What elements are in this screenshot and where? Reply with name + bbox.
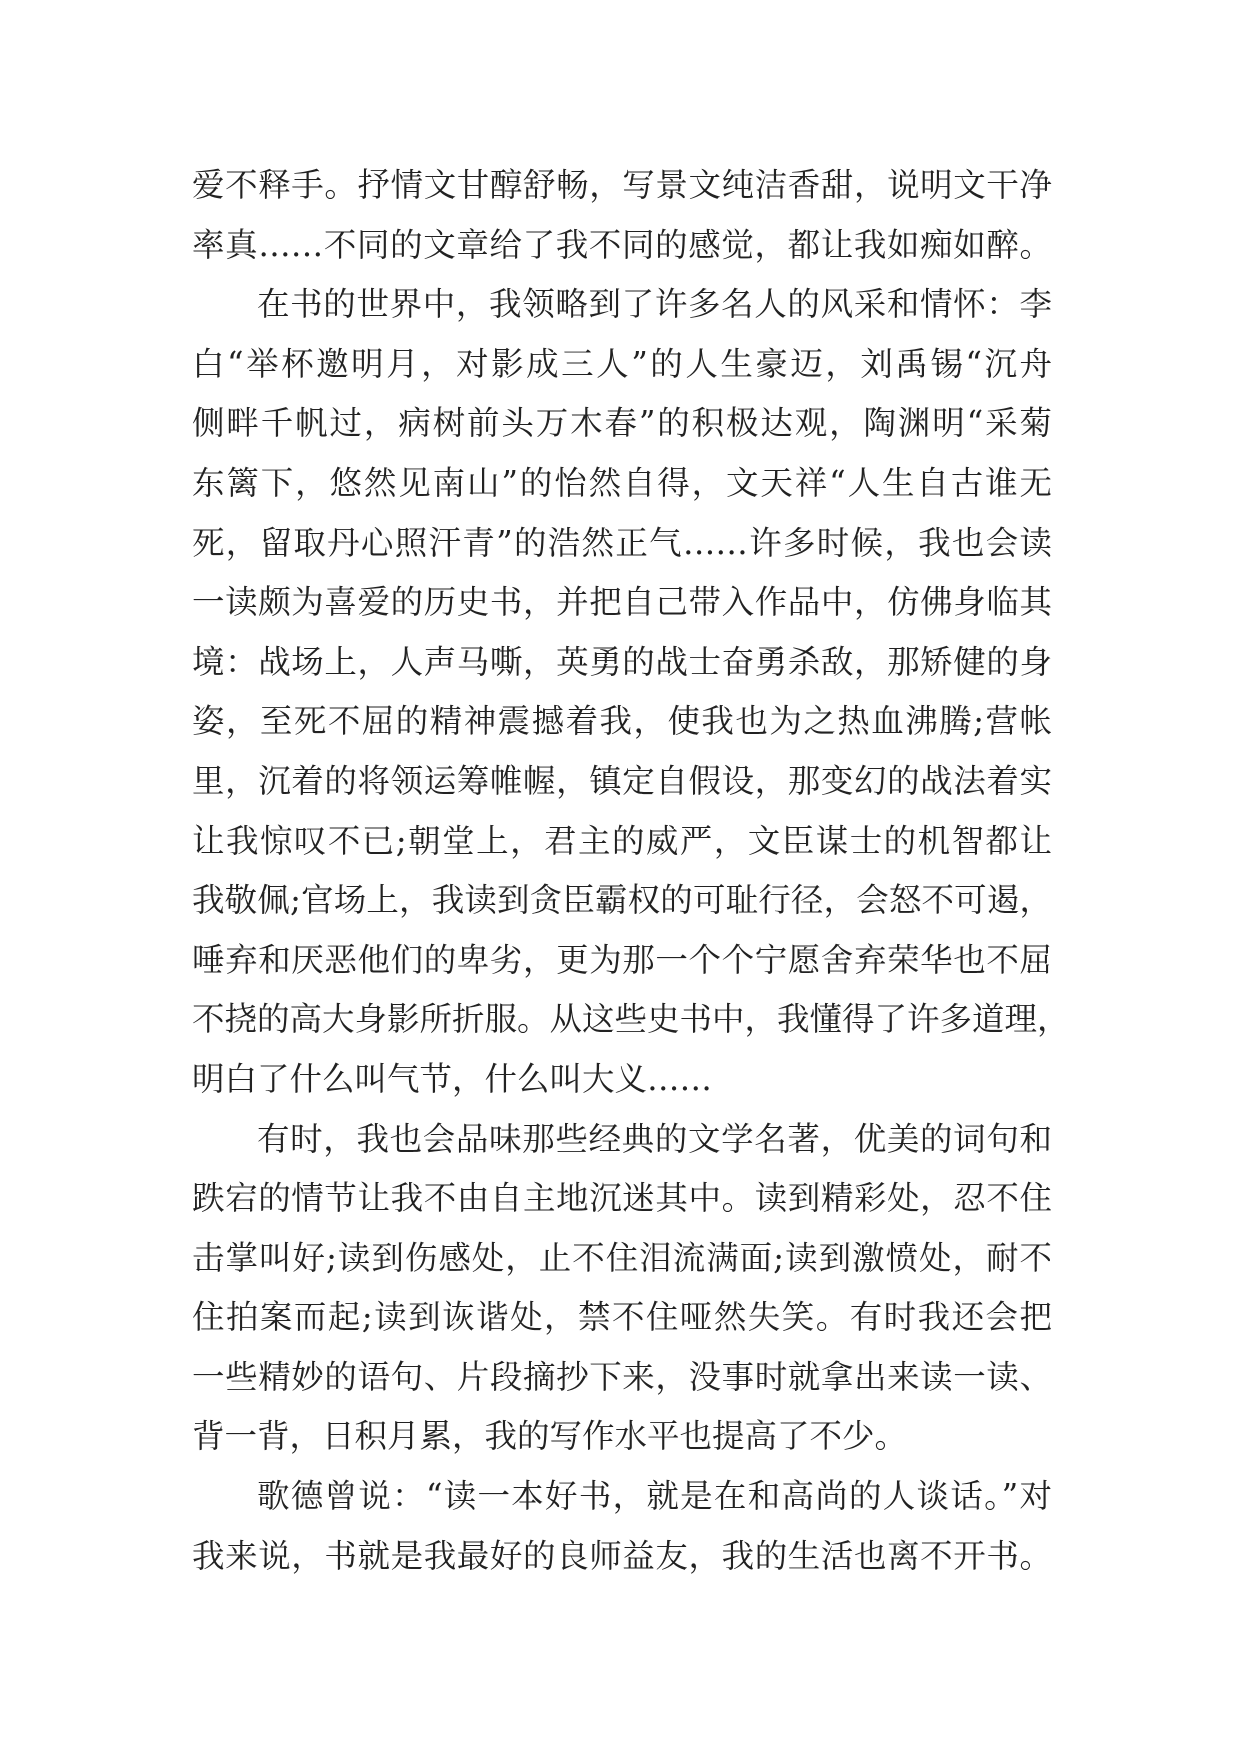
text-line-11: 里，沉着的将领运筹帷幄，镇定自假设，那变幻的战法着实 (192, 761, 1052, 800)
paragraph-start-line: 歌德曾说：“读一本好书，就是在和高尚的人谈话。”对 (257, 1477, 1052, 1516)
text-line-12: 让我惊叹不已;朝堂上，君主的威严，文臣谋士的机智都让 (192, 821, 1052, 860)
text-line-1: 爱不释手。抒情文甘醇舒畅，写景文纯洁香甜，说明文干净 (192, 166, 1052, 204)
text-line-24: 我来说，书就是我最好的良师益友，我的生活也离不开书。 (192, 1536, 1052, 1575)
essay-body (192, 160, 1070, 1590)
text-line-10: 姿，至死不屈的精神震撼着我，使我也为之热血沸腾;营帐 (192, 702, 1052, 741)
text-line-4: 白“举杯邀明月，对影成三人”的人生豪迈，刘禹锡“沉舟 (192, 344, 1052, 383)
text-line-20: 住拍案而起;读到诙谐处，禁不住哑然失笑。有时我还会把 (192, 1298, 1052, 1337)
paragraph-end-line: 明白了什么叫气节，什么叫大义…… (192, 1059, 713, 1098)
paragraph-start-line: 在书的世界中，我领略到了许多名人的风采和情怀：李 (257, 285, 1052, 324)
paragraph-start-line: 有时，我也会品味那些经典的文学名著，优美的词句和 (257, 1119, 1052, 1158)
text-line-18: 跌宕的情节让我不由自主地沉迷其中。读到精彩处，忍不住 (192, 1179, 1052, 1218)
text-line-8: 一读颇为喜爱的历史书，并把自己带入作品中，仿佛身临其 (192, 583, 1052, 622)
paragraph-end-line: 背一背，日积月累，我的写作水平也提高了不少。 (192, 1417, 908, 1456)
text-line-19: 击掌叫好;读到伤感处，止不住泪流满面;读到激愤处，耐不 (192, 1238, 1052, 1277)
text-line-21: 一些精妙的语句、片段摘抄下来，没事时就拿出来读一读、 (192, 1357, 1052, 1396)
text-line-6: 东篱下，悠然见南山”的怡然自得，文天祥“人生自古谁无 (192, 463, 1052, 502)
text-line-15: 不挠的高大身影所折服。从这些史书中，我懂得了许多道理， (192, 1000, 1070, 1039)
text-line-7: 死，留取丹心照汗青”的浩然正气……许多时候，我也会读 (192, 523, 1052, 562)
text-line-5: 侧畔千帆过，病树前头万木春”的积极达观，陶渊明“采菊 (192, 404, 1052, 443)
text-line-13: 我敬佩;官场上，我读到贪臣霸权的可耻行径，会怒不可遏， (192, 881, 1052, 920)
text-line-14: 唾弃和厌恶他们的卑劣，更为那一个个宁愿舍弃荣华也不屈 (192, 940, 1052, 979)
text-line-2: 率真……不同的文章给了我不同的感觉，都让我如痴如醉。 (192, 225, 1052, 264)
text-line-9: 境：战场上，人声马嘶，英勇的战士奋勇杀敌，那矫健的身 (192, 642, 1052, 681)
